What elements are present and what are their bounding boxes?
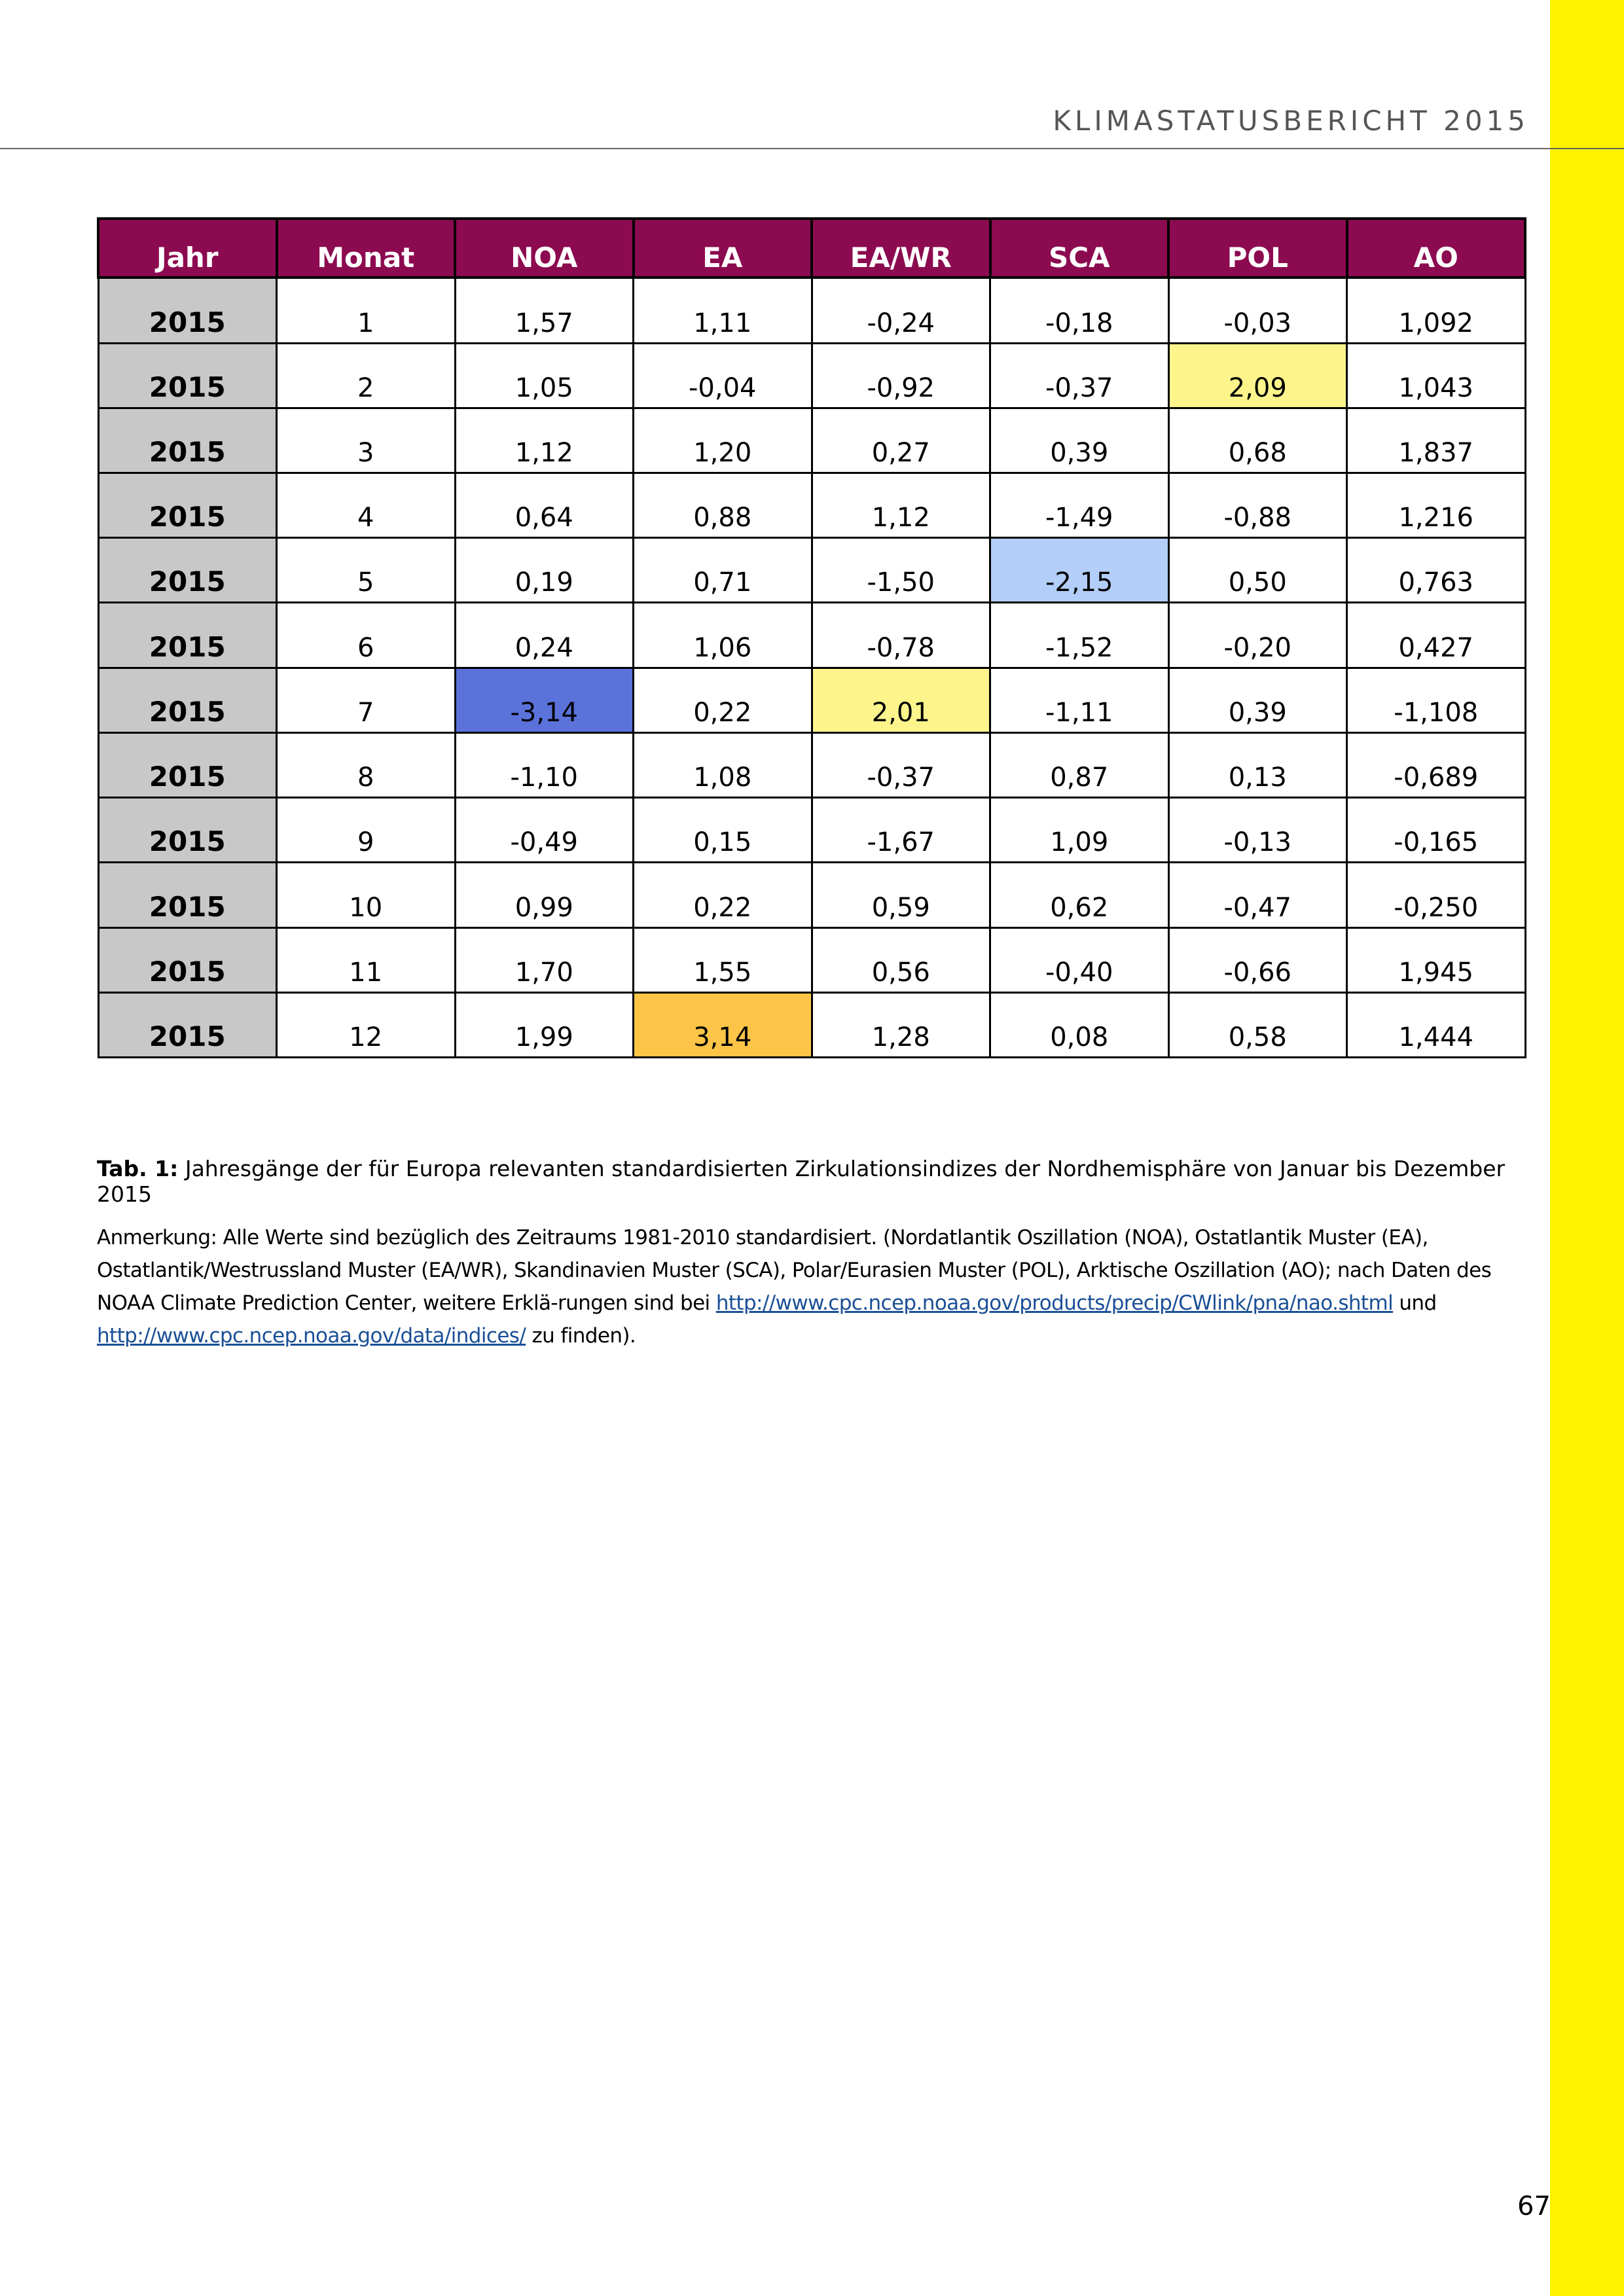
- pol-cell: -0,03: [1168, 278, 1347, 343]
- eawr-cell: 0,27: [812, 408, 990, 473]
- pol-cell: 0,39: [1168, 668, 1347, 732]
- month-cell: 10: [277, 863, 456, 927]
- table-row: [98, 278, 1525, 343]
- eawr-cell: -1,67: [812, 798, 990, 863]
- ea-cell: -0,04: [634, 343, 812, 408]
- table-row: [98, 603, 1525, 668]
- year-cell: 2015: [98, 603, 277, 668]
- pol-cell: -0,66: [1168, 927, 1347, 992]
- pol-cell: -0,88: [1168, 473, 1347, 538]
- table-row: [98, 992, 1525, 1057]
- sca-cell-highlighted: -2,15: [990, 538, 1169, 603]
- note-text-1: Anmerkung: Alle Werte sind bezüglich des Zeitraums 1981-2010 standardisiert. (Nordatlantik Oszillation (NOA), Ostatlantik Muster (EA), Ostatlantik/Westrussland Muster (EA/WR), Skandinavien Muster (SCA), Polar/Eurasien Muster (POL), Arktische Oszillation (AO); nach Daten des NOAA Climate Prediction Center, weitere Erklä-rungen sind bei: [97, 1226, 1492, 1315]
- ea-cell: 1,08: [634, 732, 812, 797]
- column-header-sca: SCA: [990, 219, 1169, 278]
- running-header-title: KLIMASTATUSBERICHT 2015: [1053, 105, 1529, 137]
- month-cell: 7: [277, 668, 456, 732]
- year-cell: 2015: [98, 343, 277, 408]
- sca-cell: 1,09: [990, 798, 1169, 863]
- sca-cell: -0,18: [990, 278, 1169, 343]
- noa-cell: 0,19: [455, 538, 634, 603]
- ao-cell: 1,216: [1347, 473, 1526, 538]
- noa-cell: 0,99: [455, 863, 634, 927]
- table-row: [98, 473, 1525, 538]
- column-header-ea: EA: [634, 219, 812, 278]
- noa-cell: -1,10: [455, 732, 634, 797]
- eawr-cell: -1,50: [812, 538, 990, 603]
- table-row: [98, 732, 1525, 797]
- table-row: [98, 863, 1525, 927]
- eawr-cell: 0,59: [812, 863, 990, 927]
- column-header-ao: AO: [1347, 219, 1526, 278]
- ao-cell: 1,092: [1347, 278, 1526, 343]
- table-note: [97, 1221, 1530, 1352]
- month-cell: 3: [277, 408, 456, 473]
- table-row: [98, 343, 1525, 408]
- column-header-noa: NOA: [455, 219, 634, 278]
- note-text-3: zu finden).: [526, 1324, 636, 1348]
- year-cell: 2015: [98, 798, 277, 863]
- eawr-cell: -0,92: [812, 343, 990, 408]
- ao-cell: 0,763: [1347, 538, 1526, 603]
- column-header-jahr: Jahr: [98, 219, 277, 278]
- eawr-cell-highlighted: 2,01: [812, 668, 990, 732]
- sca-cell: -1,52: [990, 603, 1169, 668]
- month-cell: 8: [277, 732, 456, 797]
- month-cell: 2: [277, 343, 456, 408]
- table-caption: [97, 1156, 1537, 1207]
- ea-cell: 1,55: [634, 927, 812, 992]
- ao-cell: -0,165: [1347, 798, 1526, 863]
- noa-cell: 0,24: [455, 603, 634, 668]
- year-cell: 2015: [98, 668, 277, 732]
- noa-cell: 1,05: [455, 343, 634, 408]
- table-row: [98, 538, 1525, 603]
- ao-cell: 1,043: [1347, 343, 1526, 408]
- ea-cell: 0,22: [634, 668, 812, 732]
- pol-cell: 0,50: [1168, 538, 1347, 603]
- ea-cell: 1,06: [634, 603, 812, 668]
- pol-cell: -0,13: [1168, 798, 1347, 863]
- year-cell: 2015: [98, 538, 277, 603]
- year-cell: 2015: [98, 732, 277, 797]
- column-header-pol: POL: [1168, 219, 1347, 278]
- ao-cell: -0,689: [1347, 732, 1526, 797]
- eawr-cell: 0,56: [812, 927, 990, 992]
- noa-cell: 1,70: [455, 927, 634, 992]
- pol-cell: 0,68: [1168, 408, 1347, 473]
- ao-cell: 1,945: [1347, 927, 1526, 992]
- table-row: [98, 798, 1525, 863]
- header-rule: [0, 148, 1624, 149]
- pol-cell: -0,47: [1168, 863, 1347, 927]
- noa-cell: 0,64: [455, 473, 634, 538]
- ea-cell: 1,11: [634, 278, 812, 343]
- sca-cell: -1,49: [990, 473, 1169, 538]
- nao-link[interactable]: http://www.cpc.ncep.noaa.gov/products/precip/CWlink/pna/nao.shtml: [715, 1291, 1394, 1315]
- circulation-index-table: [97, 217, 1526, 1058]
- ea-cell: 1,20: [634, 408, 812, 473]
- noa-cell: 1,12: [455, 408, 634, 473]
- pol-cell: -0,20: [1168, 603, 1347, 668]
- month-cell: 6: [277, 603, 456, 668]
- month-cell: 1: [277, 278, 456, 343]
- ea-cell: 0,71: [634, 538, 812, 603]
- column-header-monat: Monat: [277, 219, 456, 278]
- year-cell: 2015: [98, 473, 277, 538]
- year-cell: 2015: [98, 278, 277, 343]
- ea-cell-highlighted: 3,14: [634, 992, 812, 1057]
- month-cell: 12: [277, 992, 456, 1057]
- sca-cell: -1,11: [990, 668, 1169, 732]
- pol-cell: 0,58: [1168, 992, 1347, 1057]
- ea-cell: 0,15: [634, 798, 812, 863]
- month-cell: 5: [277, 538, 456, 603]
- sca-cell: 0,87: [990, 732, 1169, 797]
- noa-cell-highlighted: -3,14: [455, 668, 634, 732]
- eawr-cell: -0,24: [812, 278, 990, 343]
- caption-label: Tab. 1:: [97, 1156, 179, 1181]
- sca-cell: -0,37: [990, 343, 1169, 408]
- year-cell: 2015: [98, 408, 277, 473]
- ao-cell: 0,427: [1347, 603, 1526, 668]
- pol-cell-highlighted: 2,09: [1168, 343, 1347, 408]
- table-row: [98, 927, 1525, 992]
- sca-cell: 0,08: [990, 992, 1169, 1057]
- caption-text: Jahresgänge der für Europa relevanten standardisierten Zirkulationsindizes der Nordhemisphäre von Januar bis Dezember 2015: [97, 1156, 1506, 1207]
- pol-cell: 0,13: [1168, 732, 1347, 797]
- eawr-cell: 1,28: [812, 992, 990, 1057]
- note-text-2: und: [1393, 1291, 1437, 1315]
- ao-cell: -1,108: [1347, 668, 1526, 732]
- month-cell: 11: [277, 927, 456, 992]
- table-row: [98, 668, 1525, 732]
- page-number: 67: [1517, 2191, 1551, 2221]
- eawr-cell: -0,37: [812, 732, 990, 797]
- table-header-row: [98, 219, 1525, 278]
- eawr-cell: 1,12: [812, 473, 990, 538]
- ao-cell: 1,837: [1347, 408, 1526, 473]
- noa-cell: 1,99: [455, 992, 634, 1057]
- sca-cell: 0,39: [990, 408, 1169, 473]
- month-cell: 9: [277, 798, 456, 863]
- noa-cell: 1,57: [455, 278, 634, 343]
- year-cell: 2015: [98, 863, 277, 927]
- indices-link[interactable]: http://www.cpc.ncep.noaa.gov/data/indices/: [97, 1324, 526, 1348]
- ea-cell: 0,88: [634, 473, 812, 538]
- eawr-cell: -0,78: [812, 603, 990, 668]
- yellow-side-bar: [1550, 0, 1624, 2296]
- ao-cell: 1,444: [1347, 992, 1526, 1057]
- year-cell: 2015: [98, 992, 277, 1057]
- ea-cell: 0,22: [634, 863, 812, 927]
- column-header-eawr: EA/WR: [812, 219, 990, 278]
- sca-cell: -0,40: [990, 927, 1169, 992]
- year-cell: 2015: [98, 927, 277, 992]
- table-row: [98, 408, 1525, 473]
- ao-cell: -0,250: [1347, 863, 1526, 927]
- noa-cell: -0,49: [455, 798, 634, 863]
- month-cell: 4: [277, 473, 456, 538]
- sca-cell: 0,62: [990, 863, 1169, 927]
